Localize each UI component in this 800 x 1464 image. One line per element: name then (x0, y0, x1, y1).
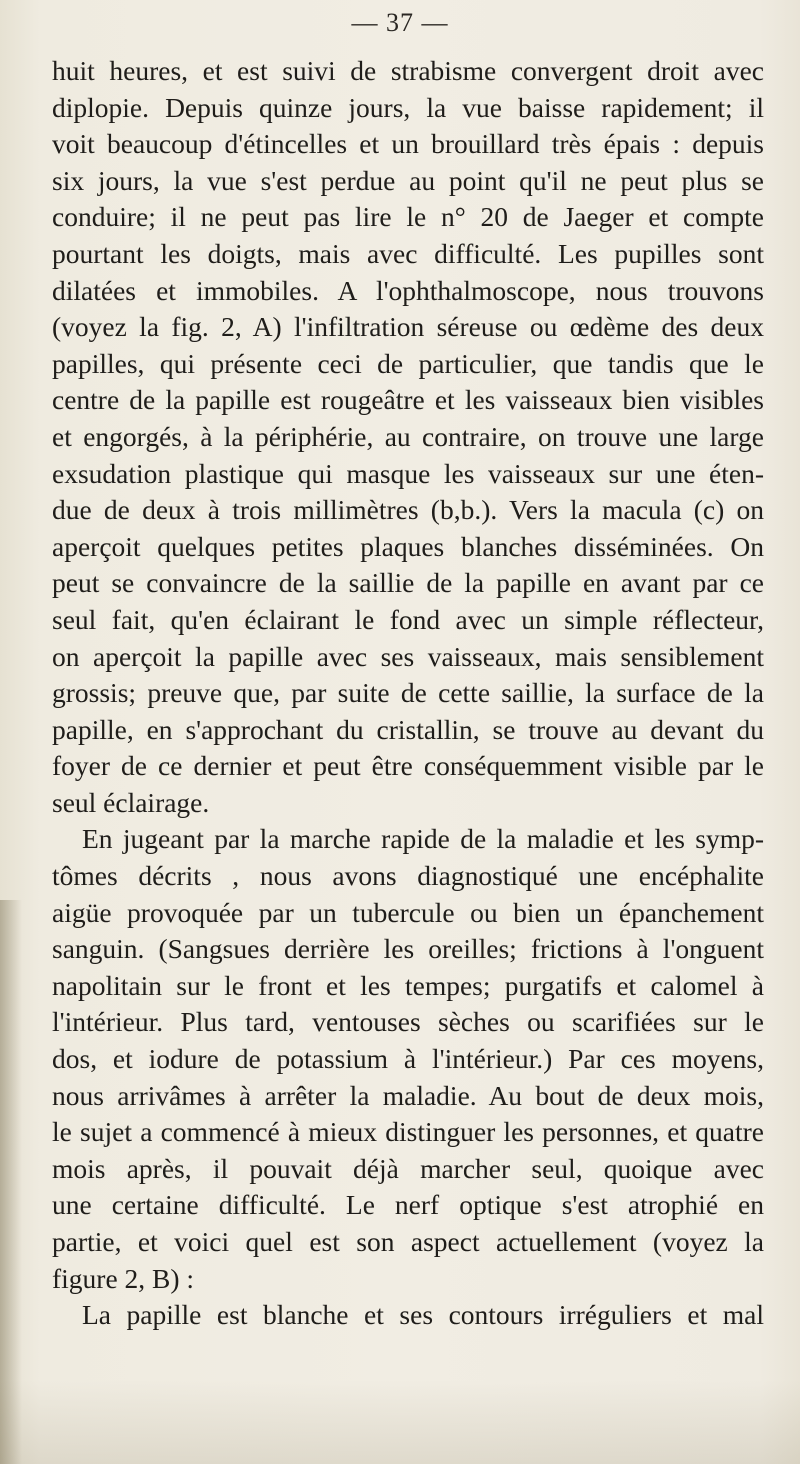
paragraph-start-line: En jugeant par la marche rapide de la maladie et les symp- (82, 823, 764, 855)
body-text (52, 53, 764, 1334)
page-number: — 37 — (351, 8, 449, 37)
text-line: due de deux à trois millimètres (b,b.). Vers la macula (c) on (52, 494, 764, 526)
paragraph-end-line: figure 2, B) : (52, 1262, 195, 1294)
text-line: papilles, qui présente ceci de particulier, que tandis que le (52, 347, 764, 379)
text-line: une certaine difficulté. Le nerf optique s'est atrophié en (52, 1189, 764, 1221)
text-line: papille, en s'approchant du cristallin, se trouve au devant du (52, 713, 764, 745)
paragraph-end-line: seul éclairage. (52, 786, 210, 818)
text-line: tômes décrits , nous avons diagnostiqué une encéphalite (52, 860, 764, 892)
text-line: mois après, il pouvait déjà marcher seul, quoique avec (52, 1152, 764, 1184)
text-line: l'intérieur. Plus tard, ventouses sèches ou scarifiées sur le (52, 1006, 764, 1038)
text-line: seul fait, qu'en éclairant le fond avec un simple réflecteur, (52, 603, 764, 635)
text-line: conduire; il ne peut pas lire le n° 20 de Jaeger et compte (52, 201, 764, 233)
text-line: aigüe provoquée par un tubercule ou bien un épanchement (52, 896, 764, 928)
text-line: dos, et iodure de potassium à l'intérieur.) Par ces moyens, (52, 1043, 764, 1075)
text-line: peut se convaincre de la saillie de la papille en avant par ce (52, 567, 764, 599)
paragraph-start-line: La papille est blanche et ses contours irréguliers et mal (82, 1299, 764, 1331)
text-line: voit beaucoup d'étincelles et un brouillard très épais : depuis (52, 128, 764, 160)
text-line: le sujet a commencé à mieux distinguer les personnes, et quatre (52, 1116, 764, 1148)
bottom-shadow (0, 1380, 800, 1464)
text-line: huit heures, et est suivi de strabisme convergent droit avec (52, 55, 764, 86)
text-line: centre de la papille est rougeâtre et les vaisseaux bien visibles (52, 384, 764, 416)
text-line: (voyez la fig. 2, A) l'infiltration séreuse ou œdème des deux (52, 311, 764, 343)
text-line: pourtant les doigts, mais avec difficulté. Les pupilles sont (52, 237, 764, 269)
text-line: partie, et voici quel est son aspect actuellement (voyez la (52, 1226, 764, 1257)
text-line: et engorgés, à la périphérie, au contraire, on trouve une large (52, 420, 764, 452)
text-line: napolitain sur le front et les tempes; purgatifs et calomel à (52, 969, 764, 1001)
text-line: diplopie. Depuis quinze jours, la vue baisse rapidement; il (52, 91, 764, 123)
text-line: nous arrivâmes à arrêter la maladie. Au bout de deux mois, (52, 1079, 764, 1111)
text-line: aperçoit quelques petites plaques blanches disséminées. On (52, 530, 764, 562)
text-line: grossis; preuve que, par suite de cette saillie, la surface de la (52, 677, 764, 709)
text-line: foyer de ce dernier et peut être conséquemment visible par le (52, 750, 764, 782)
text-line: sanguin. (Sangsues derrière les oreilles; frictions à l'onguent (52, 933, 764, 965)
text-line: dilatées et immobiles. A l'ophthalmoscope, nous trouvons (52, 274, 764, 306)
text-line: exsudation plastique qui masque les vaisseaux sur une éten- (52, 457, 764, 489)
text-line: six jours, la vue s'est perdue au point qu'il ne peut plus se (52, 164, 764, 196)
text-line: on aperçoit la papille avec ses vaisseaux, mais sensiblement (52, 640, 764, 672)
